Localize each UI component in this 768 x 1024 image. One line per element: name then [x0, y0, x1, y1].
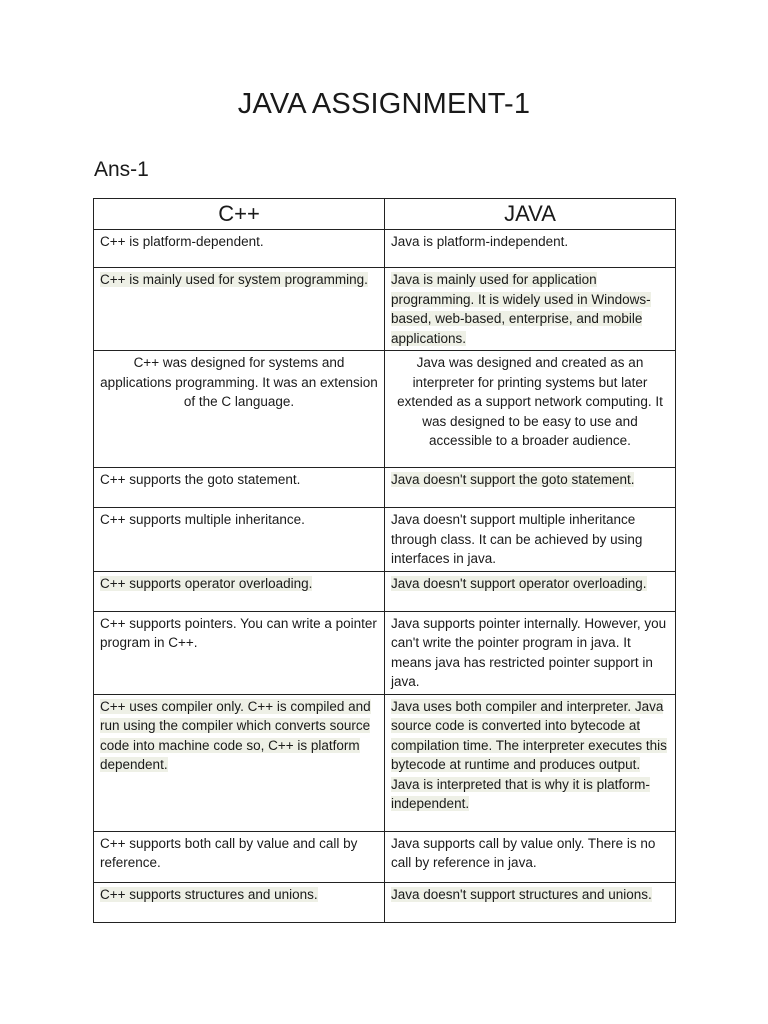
table-row: [94, 882, 676, 922]
cell-cpp: C++ supports both call by value and call by reference.: [94, 831, 385, 882]
cell-cpp: C++ supports pointers. You can write a pointer program in C++.: [94, 611, 385, 694]
cell-java: Java is mainly used for application programming. It is widely used in Windows-based, web-based, enterprise, and mobile applications.: [385, 268, 676, 351]
cell-java: Java doesn't support structures and unions.: [385, 882, 676, 922]
table-row: [94, 694, 676, 831]
cell-cpp: C++ is mainly used for system programming.: [94, 268, 385, 351]
table-row: [94, 268, 676, 351]
cell-cpp: C++ uses compiler only. C++ is compiled and run using the compiler which converts source code into machine code so, C++ is platform dependent.: [94, 694, 385, 831]
cell-java: Java uses both compiler and interpreter. Java source code is converted into bytecode at compilation time. The interpreter executes this bytecode at runtime and produces output. Java is interpreted that is why it is platform-independent.: [385, 694, 676, 831]
table-row: [94, 611, 676, 694]
table-row: [94, 831, 676, 882]
page-title: JAVA ASSIGNMENT-1: [237, 88, 531, 120]
comparison-table: [93, 198, 676, 923]
answer-label: Ans-1: [94, 158, 149, 181]
cell-cpp: C++ supports the goto statement.: [94, 468, 385, 508]
cell-java: Java supports call by value only. There is no call by reference in java.: [385, 831, 676, 882]
cell-cpp: C++ supports operator overloading.: [94, 571, 385, 611]
cell-java: Java is platform-independent.: [385, 230, 676, 268]
table-row: [94, 351, 676, 468]
cell-java: Java was designed and created as an interpreter for printing systems but later extended as a support network computing. It was designed to be easy to use and accessible to a broader audience.: [385, 351, 676, 468]
table-row: [94, 468, 676, 508]
cell-cpp: C++ supports structures and unions.: [94, 882, 385, 922]
table-row: [94, 508, 676, 572]
cell-java: Java doesn't support operator overloading.: [385, 571, 676, 611]
cell-java: Java supports pointer internally. However, you can't write the pointer program in java. It means java has restricted pointer support in java.: [385, 611, 676, 694]
cell-java: Java doesn't support the goto statement.: [385, 468, 676, 508]
table-row: [94, 571, 676, 611]
cell-cpp: C++ is platform-dependent.: [94, 230, 385, 268]
table-header-row: [94, 199, 676, 230]
cell-cpp: C++ was designed for systems and applications programming. It was an extension of the C language.: [94, 351, 385, 468]
header-cpp: C++: [94, 199, 385, 230]
table-row: [94, 230, 676, 268]
cell-cpp: C++ supports multiple inheritance.: [94, 508, 385, 572]
cell-java: Java doesn't support multiple inheritance through class. It can be achieved by using interfaces in java.: [385, 508, 676, 572]
header-java: JAVA: [385, 199, 676, 230]
